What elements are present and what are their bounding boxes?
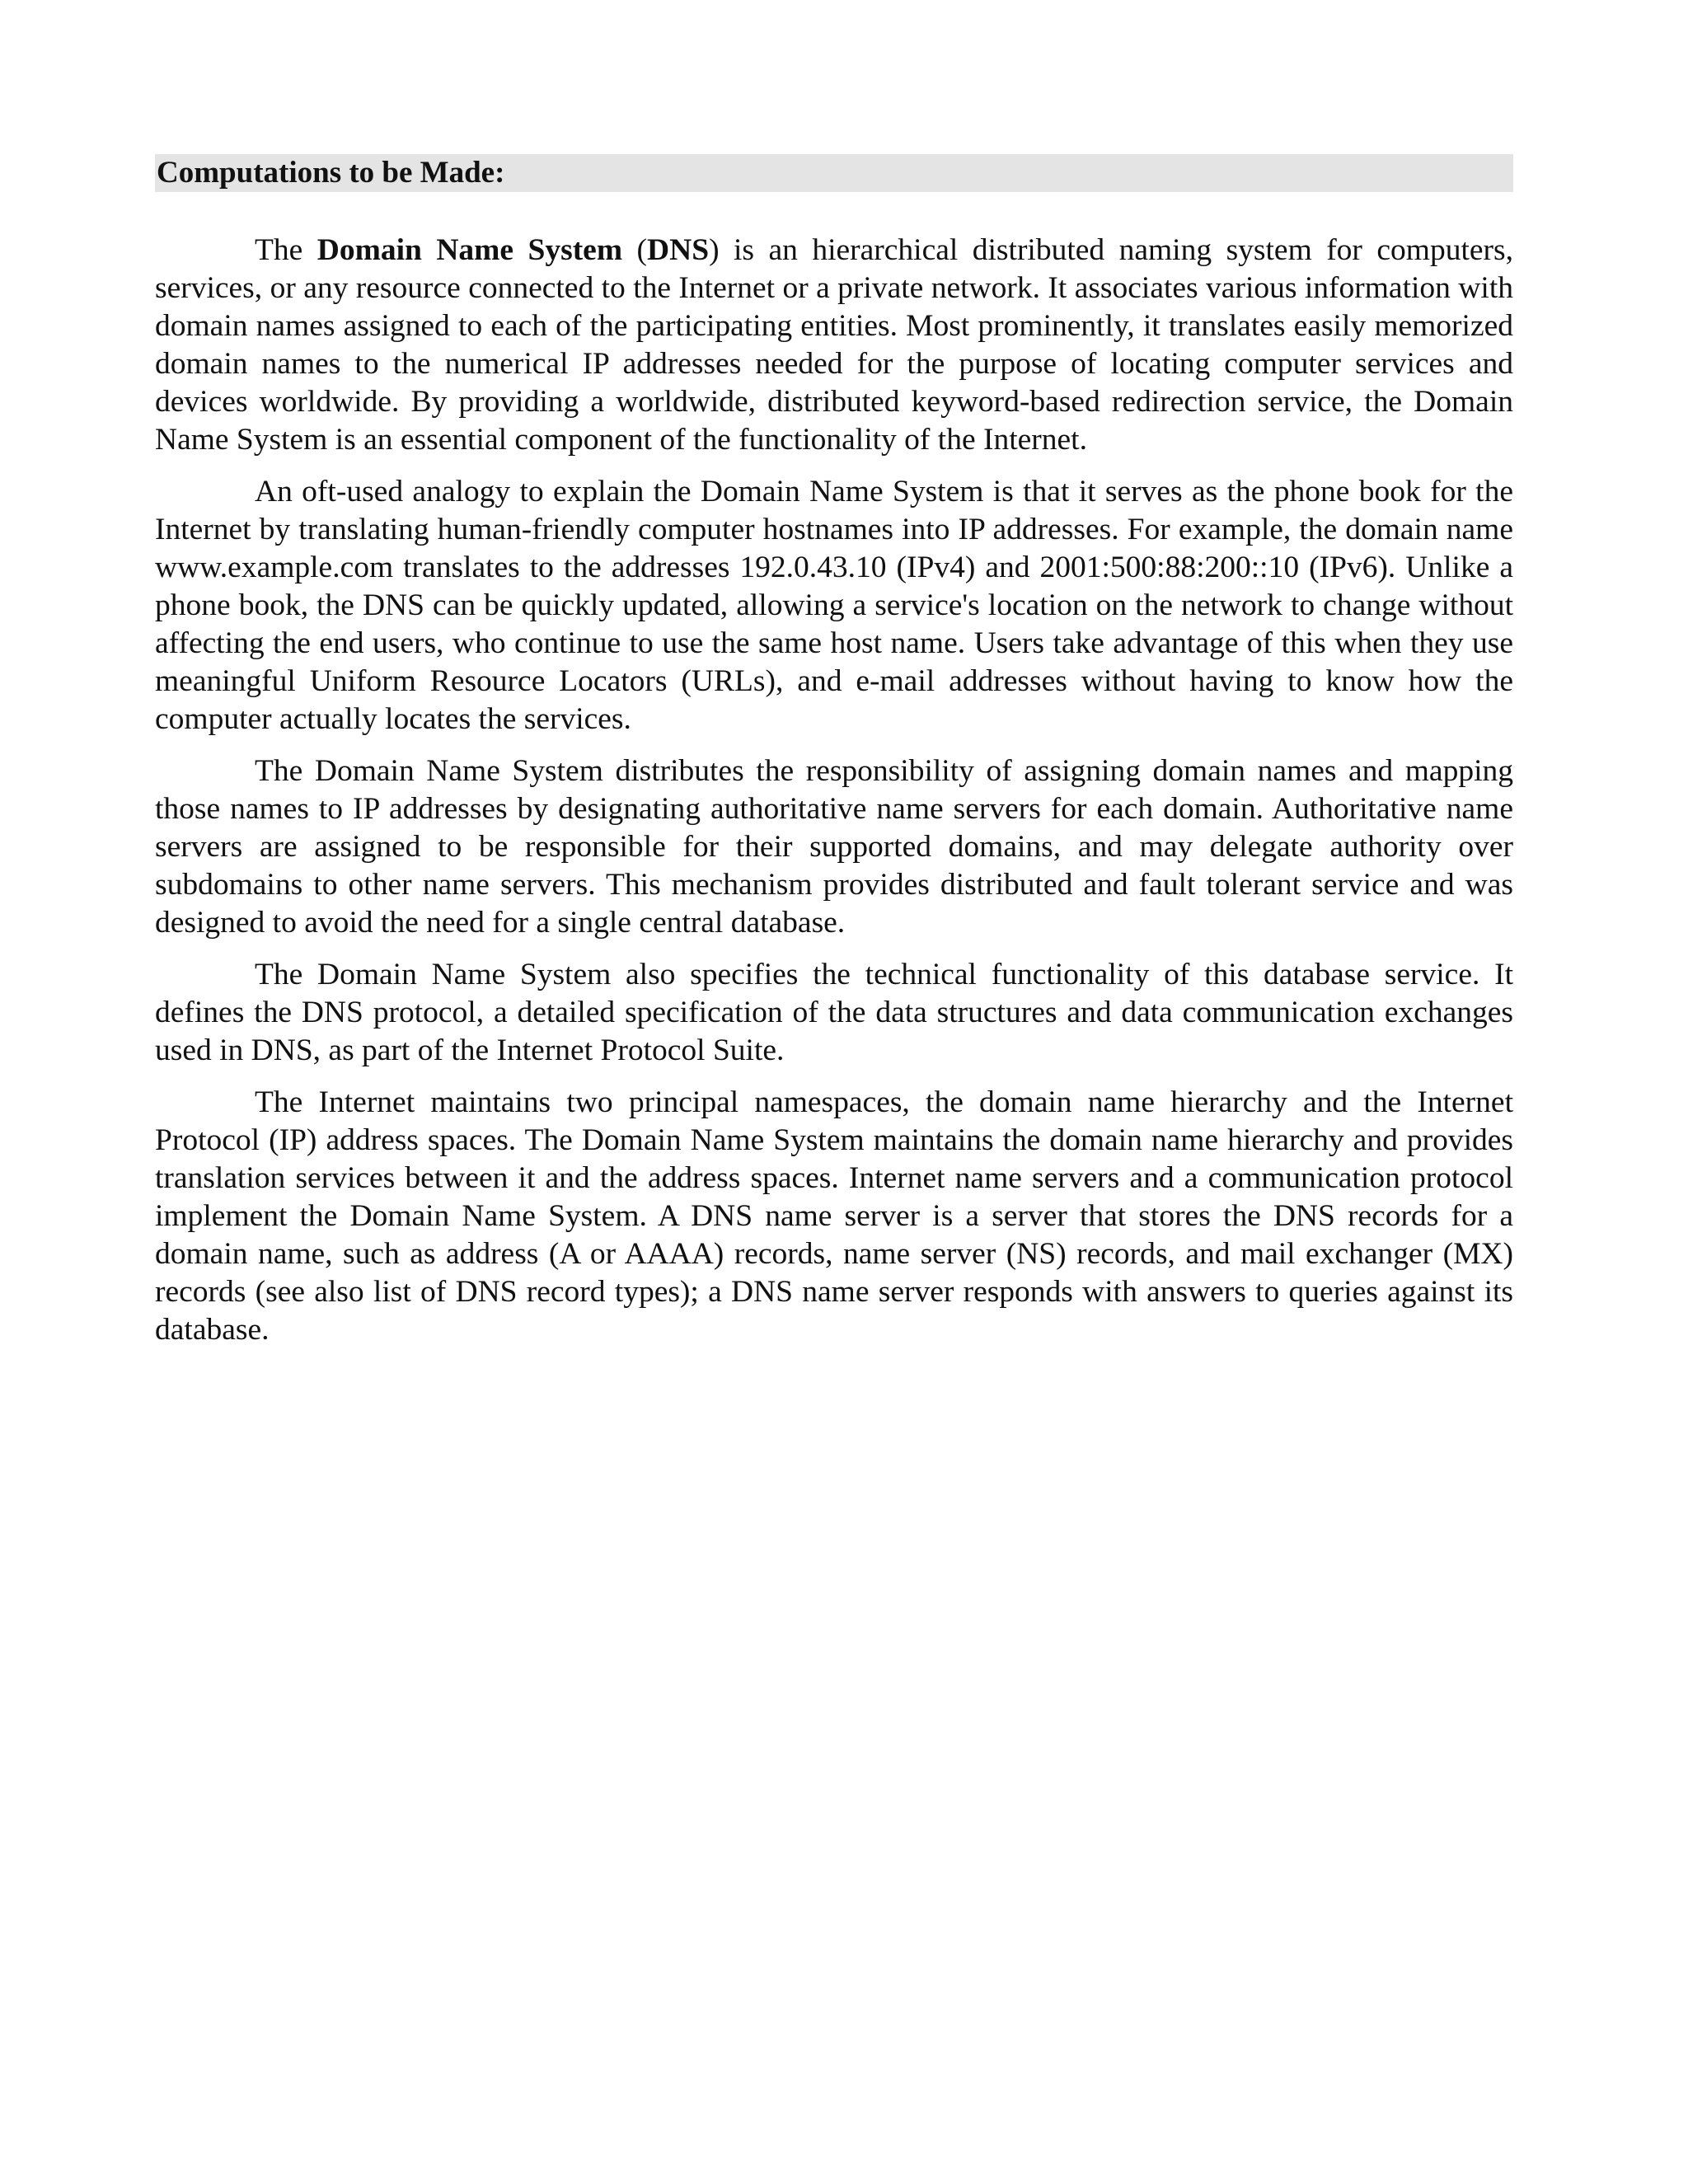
- p1-lead: The: [255, 233, 317, 267]
- section-heading: Computations to be Made:: [155, 154, 1513, 192]
- paragraph-phone-book-analogy: An oft-used analogy to explain the Domain Name System is that it serves as the phone book for the Internet by translating human-friendly computer hostnames into IP addresses. For example, the domain name www.example.com translates to the addresses 192.0.43.10 (IPv4) and 2001:500:88:200::10 (IPv6). Unlike a phone book, the DNS can be quickly updated, allowing a service's location on the network to change without affecting the end users, who continue to use the same host name. Users take advantage of this when they use meaningful Uniform Resource Locators (URLs), and e-mail addresses without having to know how the computer actually locates the services.: [155, 475, 1513, 736]
- p1-paren-open: (: [622, 233, 648, 267]
- p1-rest: ) is an hierarchical distributed naming system for computers, services, or any resource connected to the Internet or a private network. It associates various information with domain names assigned to each of the participating entities. Most prominently, it translates easily memorized domain names to the numerical IP addresses needed for the purpose of locating computer services and devices worldwide. By providing a worldwide, distributed keyword-based redirection service, the Domain Name System is an essential component of the functionality of the Internet.: [155, 233, 1513, 457]
- paragraph-dns-definition: [155, 232, 1513, 459]
- paragraph-authoritative-servers: The Domain Name System distributes the responsibility of assigning domain names and mapping those names to IP addresses by designating authoritative name servers for each domain. Authoritative name servers are assigned to be responsible for their supported domains, and may delegate authority over subdomains to other name servers. This mechanism provides distributed and fault tolerant service and was designed to avoid the need for a single central database.: [155, 754, 1513, 940]
- term-domain-name-system: Domain Name System: [316, 233, 623, 267]
- paragraph-namespaces: The Internet maintains two principal namespaces, the domain name hierarchy and the Internet Protocol (IP) address spaces. The Domain Name System maintains the domain name hierarchy and provides translation services between it and the address spaces. Internet name servers and a communication protocol implement the Domain Name System. A DNS name server is a server that stores the DNS records for a domain name, such as address (A or AAAA) records, name server (NS) records, and mail exchanger (MX) records (see also list of DNS record types); a DNS name server responds with answers to queries against its database.: [155, 1085, 1513, 1347]
- paragraph-dns-protocol: The Domain Name System also specifies the technical functionality of this database service. It defines the DNS protocol, a detailed specification of the data structures and data communication exchanges used in DNS, as part of the Internet Protocol Suite.: [155, 958, 1513, 1067]
- abbr-dns: DNS: [647, 233, 710, 267]
- body-text: [155, 232, 1513, 1363]
